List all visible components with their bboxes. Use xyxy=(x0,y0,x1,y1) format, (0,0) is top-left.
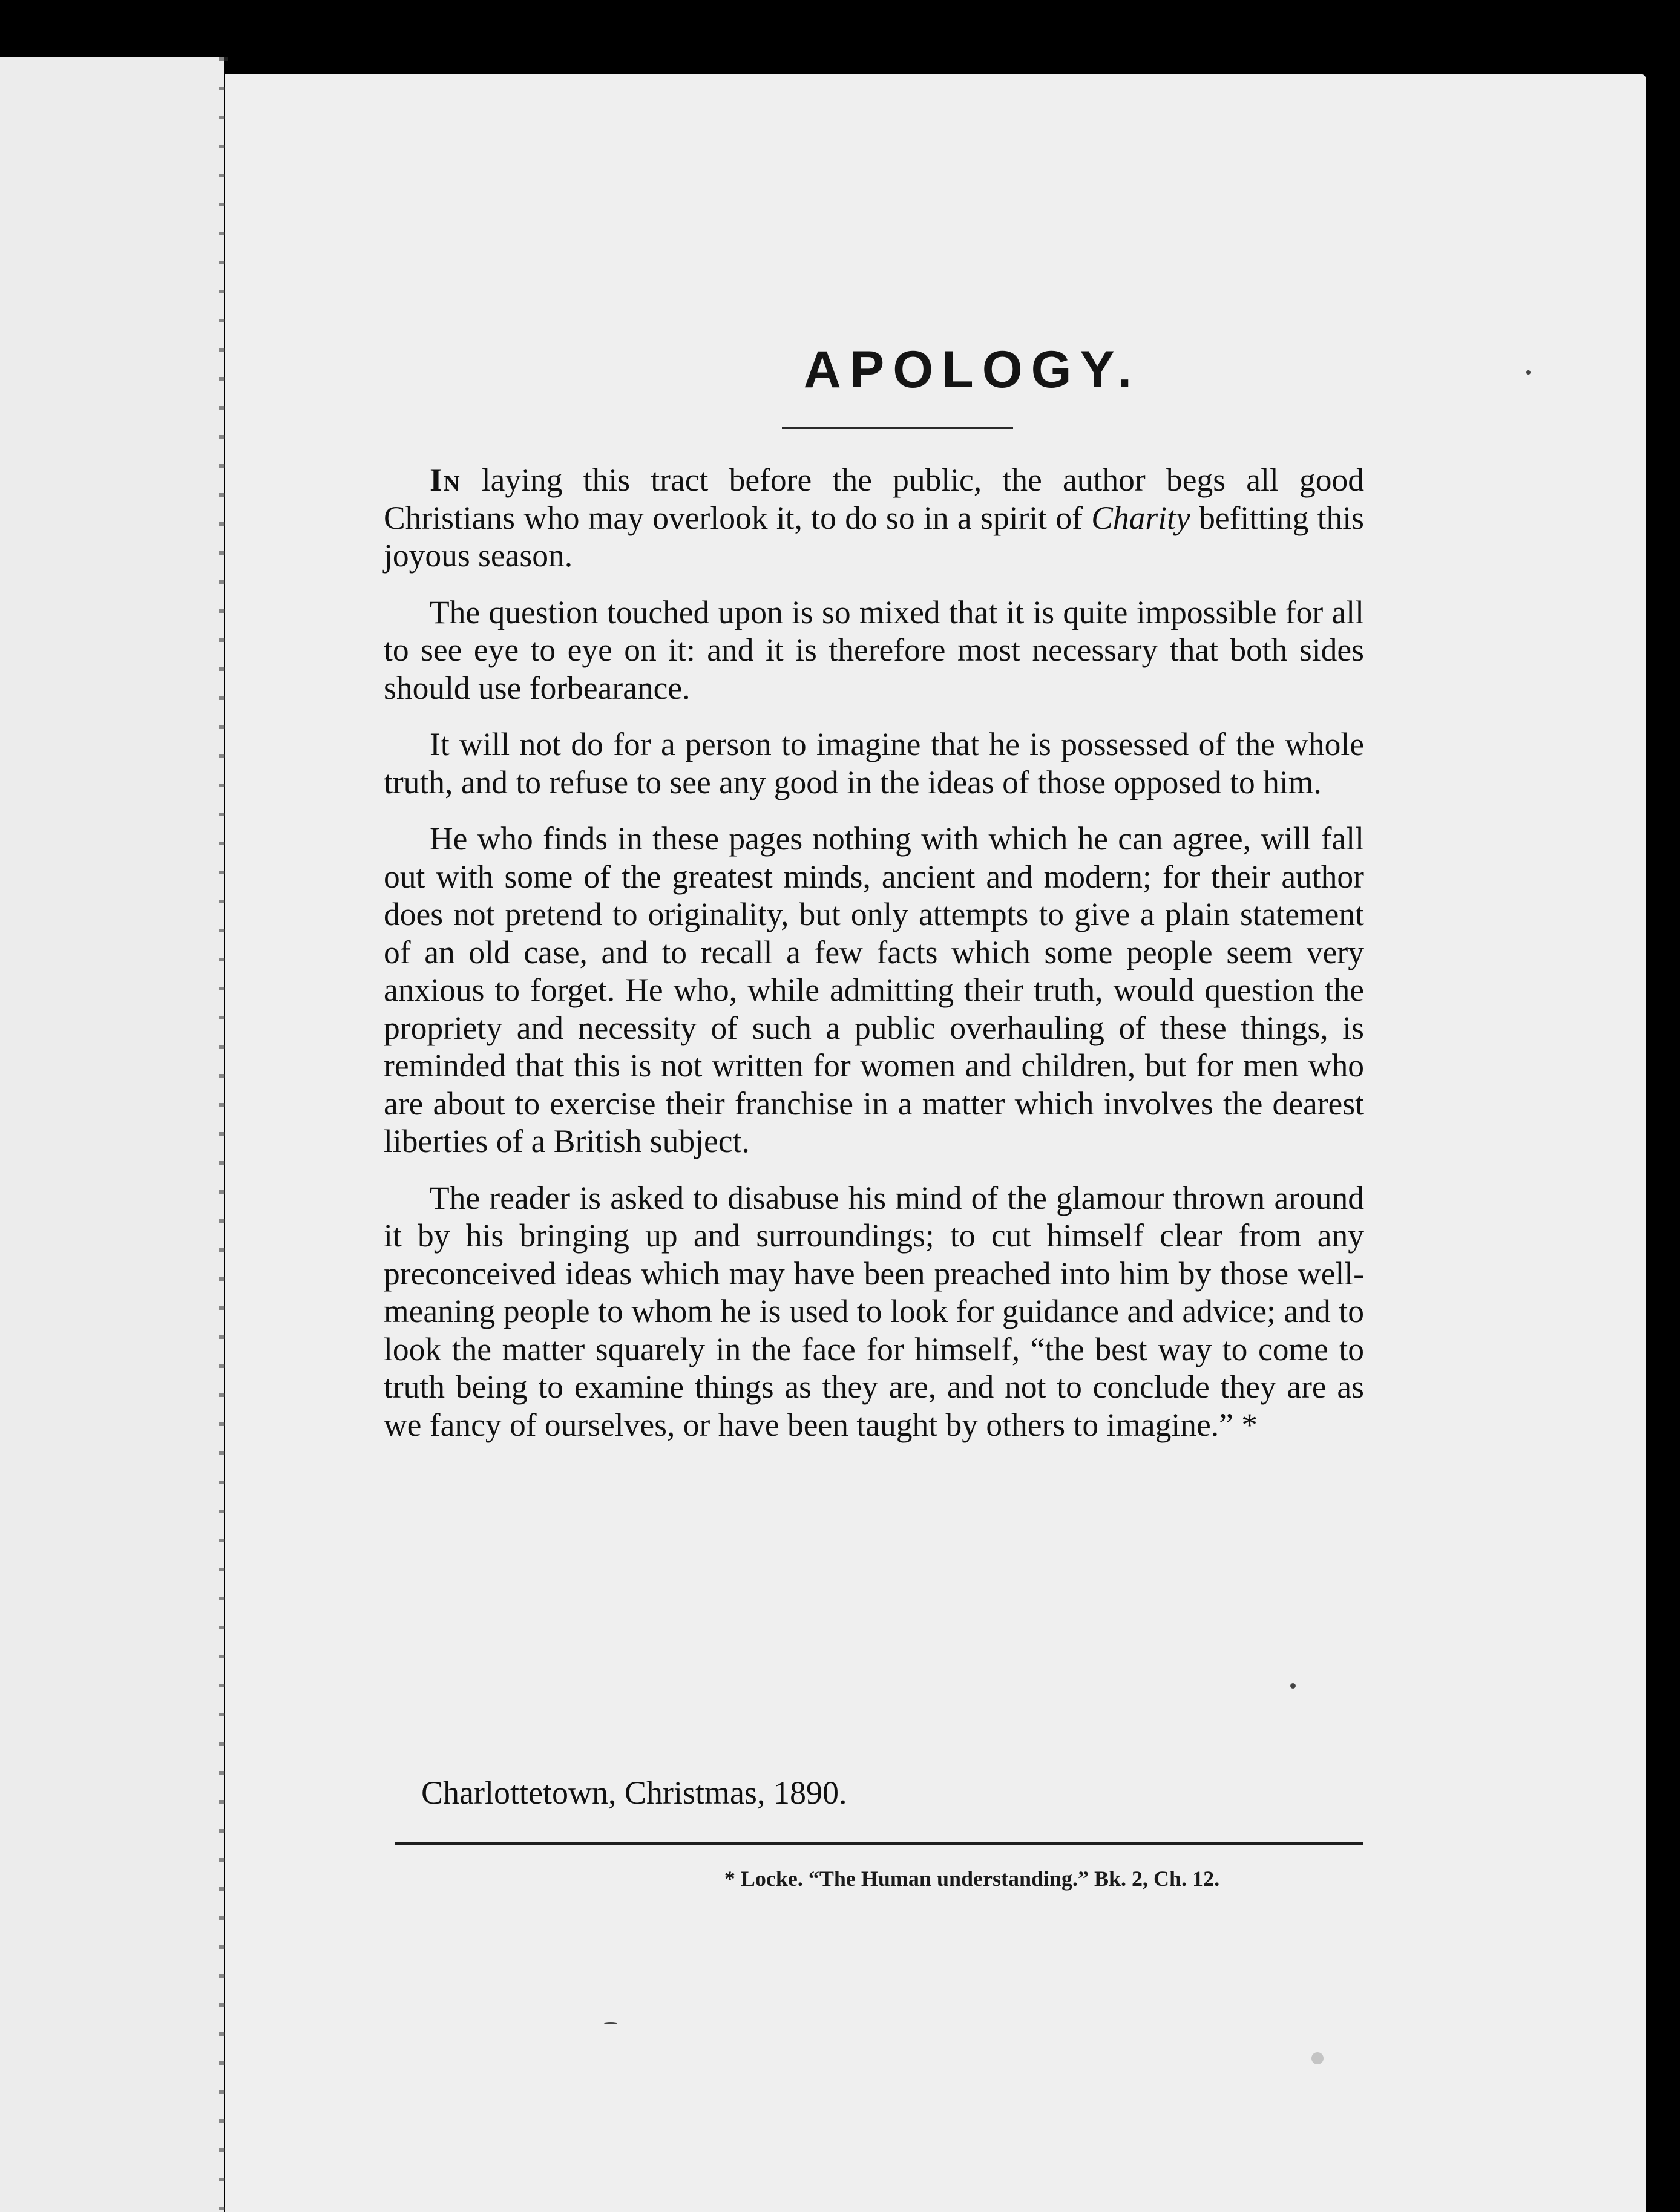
paragraph-text: The question touched upon is so mixed that it is quite impossible for all to see eye to eye on it: and it is therefore most necessary that both sides should use forbearance. xyxy=(384,594,1364,706)
paragraph-4 xyxy=(384,820,1364,1160)
page-title: APOLOGY. xyxy=(803,341,1141,399)
paragraph-text: laying this tract before the public, the author begs all good Christians who may overlook it, to do so in a spirit of Charity befitting this joyous season. xyxy=(384,462,1364,574)
paragraph-3 xyxy=(384,725,1364,801)
title-underline xyxy=(782,427,1013,429)
signoff: Charlottetown, Christmas, 1890. xyxy=(421,1775,847,1811)
footnote: * Locke. “The Human understanding.” Bk. 2, Ch. 12. xyxy=(724,1867,1220,1891)
paragraph-lead: In xyxy=(430,462,461,498)
document-page xyxy=(225,74,1646,2212)
paragraph-text: It will not do for a person to imagine that he is possessed of the whole truth, and to refuse to see any good in the ideas of those opposed to him. xyxy=(384,726,1364,800)
paragraph-5 xyxy=(384,1179,1364,1444)
paragraph-text: The reader is asked to disabuse his mind of the glamour thrown around it by his bringing up and surroundings; to cut himself clear from any preconceived ideas which may have been preached into him by those well-meaning people to whom he is used to look for guidance and advice; and to look the matter squarely in the face for himself, “the best way to come to truth being to examine things as they are, and not to conclude they are as we fancy of ourselves, or have been taught by others to imagine.” * xyxy=(384,1179,1364,1443)
paragraph-2 xyxy=(384,594,1364,707)
print-speck xyxy=(1290,1683,1296,1689)
paragraph-text: He who finds in these pages nothing with which he can agree, will fall out with some of the greatest minds, ancient and modern; for their author does not pretend to originality, but only attempts to give a plain statement of an old case, and to recall a few facts which some people seem very anxious to forget. He who, while admitting their truth, would question the propriety and necessity of such a public overhauling of these things, is reminded that this is not written for women and children, but for men who are about to exercise their franchise in a matter which involves the dearest liberties of a British subject. xyxy=(384,820,1364,1159)
print-speck xyxy=(1526,370,1531,375)
facing-page-edge xyxy=(0,57,224,2212)
print-speck xyxy=(604,2022,617,2024)
paragraph-1 xyxy=(384,461,1364,575)
footnote-rule xyxy=(395,1842,1363,1845)
body-text xyxy=(384,461,1364,1462)
print-speck xyxy=(1311,2052,1324,2064)
